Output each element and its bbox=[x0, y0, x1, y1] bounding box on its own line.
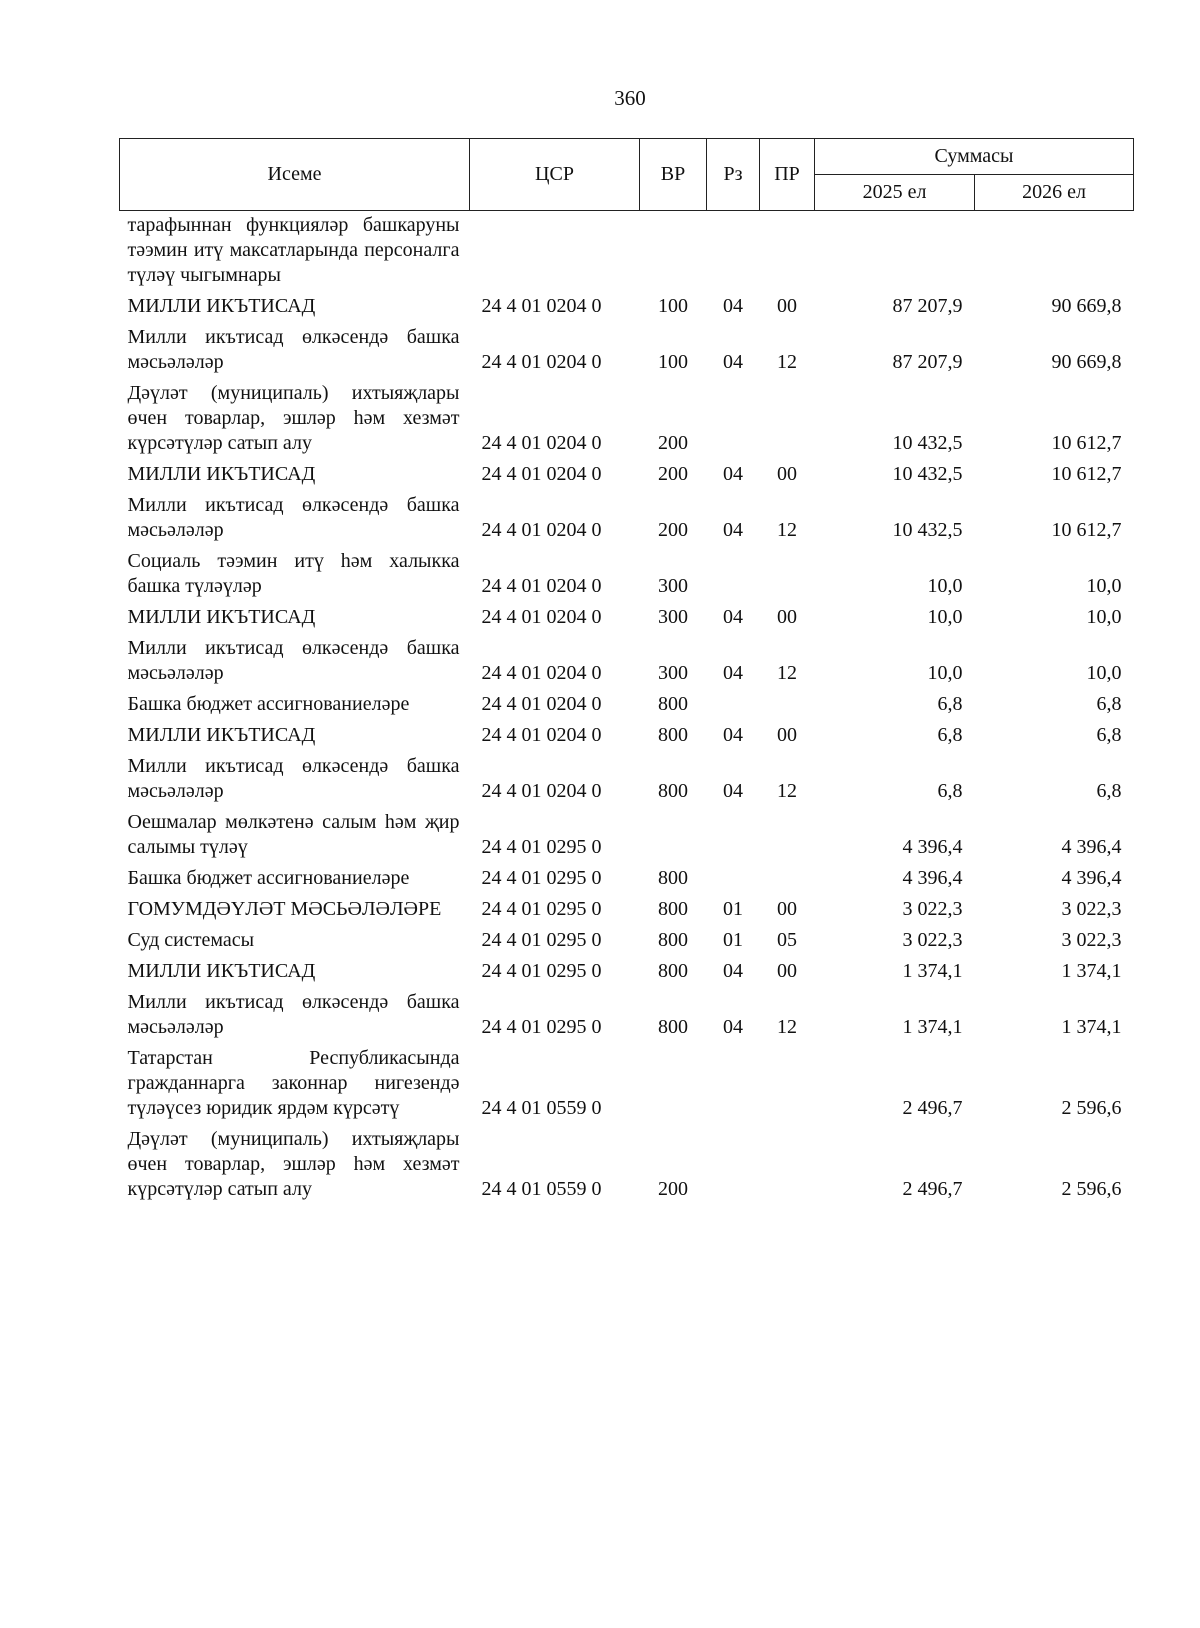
cell-vr: 300 bbox=[658, 606, 688, 628]
cell-pr: 12 bbox=[777, 351, 797, 373]
cell-name: Оешмалар мөлкәтенә салым һәм җир салымы түләү bbox=[127, 811, 460, 858]
cell-2026: 3 022,3 bbox=[1061, 898, 1122, 920]
cell-pr bbox=[760, 807, 815, 863]
cell-2026: 10,0 bbox=[1086, 575, 1122, 597]
cell-pr: 00 bbox=[777, 898, 797, 920]
cell-2025: 6,8 bbox=[937, 724, 963, 746]
header-sums: Суммасы bbox=[815, 139, 1134, 175]
cell-2026 bbox=[975, 211, 1134, 292]
cell-name: Милли икътисад өлкәсендә башка мәсьәләләр bbox=[127, 494, 460, 541]
cell-pr: 00 bbox=[777, 606, 797, 628]
cell-name: МИЛЛИ ИКЪТИСАД bbox=[127, 463, 316, 485]
cell-name: Татарстан Республикасында гражданнарга законнар нигезендә түләүсез юридик ярдәм күрсәтү bbox=[127, 1047, 460, 1119]
table-row bbox=[120, 211, 1134, 292]
cell-2025: 3 022,3 bbox=[902, 929, 963, 951]
cell-2025: 3 022,3 bbox=[902, 898, 963, 920]
cell-rz: 04 bbox=[723, 606, 743, 628]
cell-rz: 04 bbox=[723, 662, 743, 684]
cell-2026: 2 596,6 bbox=[1061, 1097, 1122, 1119]
cell-2026: 10 612,7 bbox=[1051, 519, 1122, 541]
cell-csr: 24 4 01 0204 0 bbox=[481, 780, 602, 802]
cell-csr: 24 4 01 0295 0 bbox=[481, 960, 602, 982]
table-header bbox=[120, 139, 1134, 211]
cell-name: МИЛЛИ ИКЪТИСАД bbox=[127, 960, 316, 982]
cell-rz bbox=[707, 807, 760, 863]
cell-csr: 24 4 01 0204 0 bbox=[481, 463, 602, 485]
cell-2025: 10,0 bbox=[927, 606, 963, 628]
cell-csr: 24 4 01 0204 0 bbox=[481, 351, 602, 373]
cell-pr bbox=[760, 546, 815, 602]
cell-csr: 24 4 01 0559 0 bbox=[481, 1178, 602, 1200]
table-row bbox=[120, 459, 1134, 490]
cell-rz: 04 bbox=[723, 724, 743, 746]
table-row bbox=[120, 602, 1134, 633]
cell-rz bbox=[707, 863, 760, 894]
table-row bbox=[120, 807, 1134, 863]
table-row bbox=[120, 987, 1134, 1043]
cell-name: Дәүләт (муниципаль) ихтыяҗлары өчен товарлар, эшләр һәм хезмәт күрсәтүләр сатып алу bbox=[127, 382, 460, 454]
cell-rz: 04 bbox=[723, 463, 743, 485]
cell-rz: 04 bbox=[723, 519, 743, 541]
cell-rz bbox=[707, 1124, 760, 1205]
cell-pr: 00 bbox=[777, 463, 797, 485]
cell-name: Социаль тәэмин итү һәм халыкка башка түләүләр bbox=[127, 550, 460, 597]
cell-name: МИЛЛИ ИКЪТИСАД bbox=[127, 295, 316, 317]
cell-2026: 10 612,7 bbox=[1051, 463, 1122, 485]
cell-vr: 300 bbox=[658, 662, 688, 684]
header-pr: ПР bbox=[760, 139, 815, 211]
cell-vr: 800 bbox=[658, 724, 688, 746]
cell-pr: 00 bbox=[777, 724, 797, 746]
header-year-2026: 2026 ел bbox=[975, 175, 1134, 211]
cell-rz: 04 bbox=[723, 780, 743, 802]
cell-vr: 100 bbox=[658, 351, 688, 373]
cell-pr: 12 bbox=[777, 662, 797, 684]
cell-2025: 1 374,1 bbox=[902, 1016, 963, 1038]
table-row bbox=[120, 751, 1134, 807]
header-csr: ЦСР bbox=[470, 139, 640, 211]
cell-pr: 12 bbox=[777, 519, 797, 541]
cell-pr bbox=[760, 689, 815, 720]
cell-2025: 6,8 bbox=[937, 780, 963, 802]
table-row bbox=[120, 378, 1134, 459]
cell-vr: 800 bbox=[658, 960, 688, 982]
cell-2026: 4 396,4 bbox=[1061, 867, 1122, 889]
cell-vr: 100 bbox=[658, 295, 688, 317]
cell-csr: 24 4 01 0204 0 bbox=[481, 432, 602, 454]
cell-name: тарафыннан функцияләр башкаруны тәэмин итү максатларында персоналга түләү чыгымнары bbox=[127, 214, 460, 286]
cell-csr: 24 4 01 0295 0 bbox=[481, 1016, 602, 1038]
cell-2026: 6,8 bbox=[1096, 780, 1122, 802]
cell-pr: 12 bbox=[777, 1016, 797, 1038]
cell-rz bbox=[707, 546, 760, 602]
cell-2025: 10 432,5 bbox=[892, 463, 963, 485]
page-number: 360 bbox=[614, 86, 646, 110]
cell-csr: 24 4 01 0204 0 bbox=[481, 575, 602, 597]
cell-2026: 10 612,7 bbox=[1051, 432, 1122, 454]
cell-2025: 2 496,7 bbox=[902, 1178, 963, 1200]
cell-rz bbox=[707, 689, 760, 720]
table-row bbox=[120, 925, 1134, 956]
table-body bbox=[120, 211, 1134, 1206]
header-name: Исеме bbox=[120, 139, 470, 211]
table-row bbox=[120, 956, 1134, 987]
cell-pr bbox=[760, 211, 815, 292]
cell-2025: 4 396,4 bbox=[902, 836, 963, 858]
cell-2025: 10 432,5 bbox=[892, 432, 963, 454]
cell-2025: 87 207,9 bbox=[892, 351, 963, 373]
cell-name: Милли икътисад өлкәсендә башка мәсьәләләр bbox=[127, 326, 460, 373]
cell-2025: 1 374,1 bbox=[902, 960, 963, 982]
cell-vr: 300 bbox=[658, 575, 688, 597]
cell-name: Башка бюджет ассигнованиеләре bbox=[127, 867, 410, 889]
cell-2026: 6,8 bbox=[1096, 724, 1122, 746]
cell-vr: 800 bbox=[658, 693, 688, 715]
cell-vr: 200 bbox=[658, 463, 688, 485]
cell-name: ГОМУМДӘҮЛӘТ МӘСЬӘЛӘЛӘРЕ bbox=[127, 898, 442, 920]
cell-2026: 10,0 bbox=[1086, 606, 1122, 628]
cell-csr: 24 4 01 0295 0 bbox=[481, 929, 602, 951]
cell-name: МИЛЛИ ИКЪТИСАД bbox=[127, 606, 316, 628]
cell-pr: 12 bbox=[777, 780, 797, 802]
cell-rz: 04 bbox=[723, 351, 743, 373]
cell-2025: 2 496,7 bbox=[902, 1097, 963, 1119]
cell-2026: 3 022,3 bbox=[1061, 929, 1122, 951]
cell-vr: 800 bbox=[658, 867, 688, 889]
cell-vr bbox=[640, 1043, 707, 1124]
table-row bbox=[120, 1043, 1134, 1124]
cell-rz: 04 bbox=[723, 960, 743, 982]
cell-name: Башка бюджет ассигнованиеләре bbox=[127, 693, 410, 715]
cell-rz bbox=[707, 378, 760, 459]
cell-csr: 24 4 01 0295 0 bbox=[481, 867, 602, 889]
cell-vr: 800 bbox=[658, 780, 688, 802]
cell-name: Суд системасы bbox=[127, 929, 255, 951]
cell-2026: 6,8 bbox=[1096, 693, 1122, 715]
cell-csr: 24 4 01 0295 0 bbox=[481, 836, 602, 858]
cell-csr bbox=[470, 211, 640, 292]
table-row bbox=[120, 894, 1134, 925]
cell-pr: 00 bbox=[777, 295, 797, 317]
cell-2026: 90 669,8 bbox=[1051, 351, 1122, 373]
cell-csr: 24 4 01 0204 0 bbox=[481, 724, 602, 746]
table-row bbox=[120, 720, 1134, 751]
cell-rz: 04 bbox=[723, 295, 743, 317]
cell-csr: 24 4 01 0204 0 bbox=[481, 519, 602, 541]
cell-vr bbox=[640, 807, 707, 863]
cell-pr: 00 bbox=[777, 960, 797, 982]
budget-table bbox=[119, 138, 1134, 1205]
table-row bbox=[120, 546, 1134, 602]
cell-2026: 2 596,6 bbox=[1061, 1178, 1122, 1200]
cell-2025: 4 396,4 bbox=[902, 867, 963, 889]
cell-2025: 87 207,9 bbox=[892, 295, 963, 317]
table-row bbox=[120, 291, 1134, 322]
table-row bbox=[120, 689, 1134, 720]
cell-rz: 04 bbox=[723, 1016, 743, 1038]
cell-vr: 200 bbox=[658, 1178, 688, 1200]
header-year-2025: 2025 ел bbox=[815, 175, 975, 211]
table-row bbox=[120, 322, 1134, 378]
cell-vr: 200 bbox=[658, 432, 688, 454]
cell-2026: 90 669,8 bbox=[1051, 295, 1122, 317]
cell-pr: 05 bbox=[777, 929, 797, 951]
cell-name: МИЛЛИ ИКЪТИСАД bbox=[127, 724, 316, 746]
cell-csr: 24 4 01 0204 0 bbox=[481, 606, 602, 628]
header-rz: Рз bbox=[707, 139, 760, 211]
cell-2026: 10,0 bbox=[1086, 662, 1122, 684]
table-row bbox=[120, 633, 1134, 689]
cell-csr: 24 4 01 0559 0 bbox=[481, 1097, 602, 1119]
cell-pr bbox=[760, 1043, 815, 1124]
cell-2025: 6,8 bbox=[937, 693, 963, 715]
cell-pr bbox=[760, 378, 815, 459]
cell-2025: 10 432,5 bbox=[892, 519, 963, 541]
cell-csr: 24 4 01 0295 0 bbox=[481, 898, 602, 920]
cell-csr: 24 4 01 0204 0 bbox=[481, 693, 602, 715]
cell-csr: 24 4 01 0204 0 bbox=[481, 295, 602, 317]
cell-vr: 800 bbox=[658, 898, 688, 920]
cell-rz: 01 bbox=[723, 898, 743, 920]
cell-2026: 1 374,1 bbox=[1061, 1016, 1122, 1038]
cell-name: Милли икътисад өлкәсендә башка мәсьәләләр bbox=[127, 637, 460, 684]
table-row bbox=[120, 490, 1134, 546]
table-row bbox=[120, 1124, 1134, 1205]
cell-2025: 10,0 bbox=[927, 575, 963, 597]
cell-vr: 800 bbox=[658, 929, 688, 951]
cell-rz bbox=[707, 211, 760, 292]
cell-name: Дәүләт (муниципаль) ихтыяҗлары өчен товарлар, эшләр һәм хезмәт күрсәтүләр сатып алу bbox=[127, 1128, 460, 1200]
table-row bbox=[120, 863, 1134, 894]
cell-pr bbox=[760, 863, 815, 894]
cell-vr bbox=[640, 211, 707, 292]
cell-name: Милли икътисад өлкәсендә башка мәсьәләләр bbox=[127, 755, 460, 802]
cell-2025: 10,0 bbox=[927, 662, 963, 684]
cell-rz bbox=[707, 1043, 760, 1124]
cell-name: Милли икътисад өлкәсендә башка мәсьәләләр bbox=[127, 991, 460, 1038]
cell-csr: 24 4 01 0204 0 bbox=[481, 662, 602, 684]
cell-2026: 1 374,1 bbox=[1061, 960, 1122, 982]
cell-pr bbox=[760, 1124, 815, 1205]
cell-rz: 01 bbox=[723, 929, 743, 951]
cell-vr: 200 bbox=[658, 519, 688, 541]
header-vr: ВР bbox=[640, 139, 707, 211]
cell-2025 bbox=[815, 211, 975, 292]
cell-vr: 800 bbox=[658, 1016, 688, 1038]
cell-2026: 4 396,4 bbox=[1061, 836, 1122, 858]
